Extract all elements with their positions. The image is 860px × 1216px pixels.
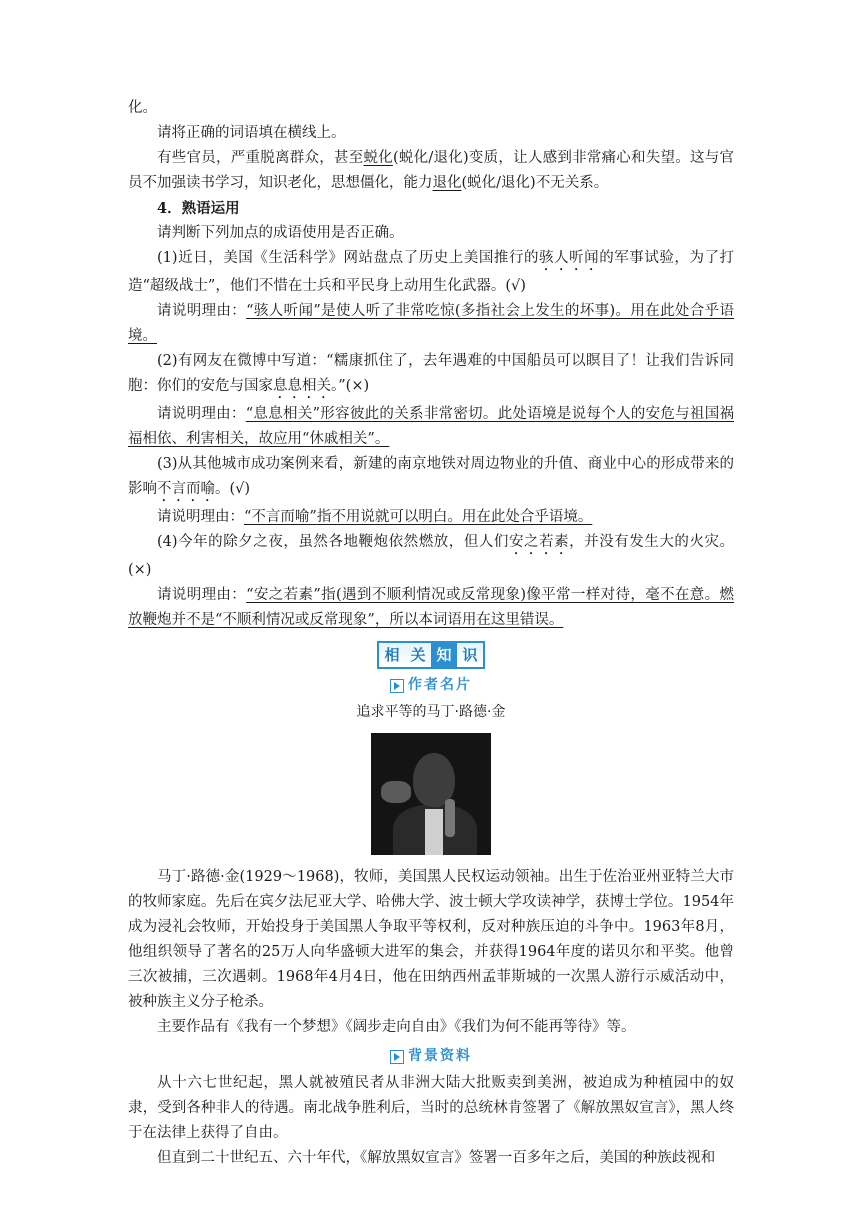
answer-text: “息息相关”形容彼此的关系非常密切。此处语境是说每个人的安危与祖国祸福相依、利害相关，故应用“休戚相关”。: [128, 406, 734, 447]
background-heading: 背景资料: [128, 1044, 734, 1069]
section-instruction: 请判断下列加点的成语使用是否正确。: [157, 225, 404, 241]
example-paragraph: 有些官员，严重脱离群众，甚至蜕化(蜕化/退化)变质，让人感到非常痛心和失望。这与官员不加强读书学习，知识老化，思想僵化，能力退化(蜕化/退化)不无关系。: [128, 150, 735, 191]
dotted-idiom: 不言而喻: [157, 481, 215, 497]
banner-char: 关: [410, 646, 426, 664]
banner-char: 知: [431, 643, 457, 667]
paragraph-hua: 化。: [128, 100, 157, 116]
banner-char: 相: [384, 646, 400, 664]
fill-blank-answer-2: 退化: [432, 175, 462, 191]
section-title-idioms: 4．熟语运用: [157, 200, 240, 217]
background-paragraph-2: 但直到二十世纪五、六十年代，《解放黑奴宣言》签署一百多年之后，美国的种族歧视和: [157, 1150, 716, 1166]
instruction: 请将正确的词语填在横线上。: [157, 125, 346, 141]
answer-text: “安之若素”指(遇到不顺利情况或反常现象)像平常一样对待，毫不在意。燃放鞭炮并不是“不顺利情况或反常现象”，所以本词语用在这里错误。: [128, 587, 734, 628]
answer-1: 请说明理由：“骇人听闻”是使人听了非常吃惊(多指社会上发生的坏事)。用在此处合乎语境。: [128, 303, 734, 344]
question-3: (3)从其他城市成功案例来看，新建的南京地铁对周边物业的升值、商业中心的形成带来的影响不言而喻。(√): [128, 456, 734, 497]
author-bio: 马丁·路德·金(1929～1968)，牧师，美国黑人民权运动领袖。出生于佐治亚州亚特兰大市的牧师家庭。先后在宾夕法尼亚大学、哈佛大学、波士顿大学攻读神学，获博士学位。1954年成为浸礼会牧师，开始投身于美国黑人争取平等权利，反对种族压迫的斗争中。1963年8月，他组织领导了著名的25万人向华盛顿大进军的集会，并获得1964年度的诺贝尔和平奖。他曾三次被捕，三次遇刺。1968年4月4日，他在田纳西州孟菲斯城的一次黑人游行示威活动中，被种族主义分子枪杀。: [128, 869, 734, 1010]
document-page: [128, 96, 734, 1171]
answer-2: 请说明理由：“息息相关”形容彼此的关系非常密切。此处语境是说每个人的安危与祖国祸福相依、利害相关，故应用“休戚相关”。: [128, 406, 734, 447]
question-2: (2)有网友在微博中写道：“糯康抓住了，去年遇难的中国船员可以瞑目了！让我们告诉同胞：你们的安危与国家息息相关。”(×): [128, 353, 734, 394]
dotted-idiom: 安之若素: [508, 534, 570, 550]
play-icon: [390, 679, 404, 693]
dotted-idiom: 息息相关: [273, 378, 331, 394]
question-4: (4)今年的除夕之夜，虽然各地鞭炮依然燃放，但人们安之若素，并没有发生大的火灾。(×): [128, 534, 735, 578]
answer-4: 请说明理由：“安之若素”指(遇到不顺利情况或反常现象)像平常一样对待，毫不在意。燃放鞭炮并不是“不顺利情况或反常现象”，所以本词语用在这里错误。: [128, 587, 734, 628]
play-icon: [390, 1050, 404, 1064]
author-works: 主要作品有《我有一个梦想》《阔步走向自由》《我们为何不能再等待》等。: [157, 1019, 636, 1035]
background-paragraph-1: 从十六七世纪起，黑人就被殖民者从非洲大陆大批贩卖到美洲，被迫成为种植园中的奴隶，受到各种非人的待遇。南北战争胜利后，当时的总统林肯签署了《解放黑奴宣言》，黑人终于在法律上获得了自由。: [128, 1075, 734, 1141]
related-knowledge-banner: [128, 641, 734, 669]
answer-text: “不言而喻”指不用说就可以明白。用在此处合乎语境。: [244, 509, 593, 525]
answer-3: 请说明理由：“不言而喻”指不用说就可以明白。用在此处合乎语境。: [157, 509, 593, 525]
answer-text: “骇人听闻”是使人听了非常吃惊(多指社会上发生的坏事)。用在此处合乎语境。: [128, 303, 734, 344]
fill-blank-answer-1: 蜕化: [363, 150, 393, 166]
author-title: 追求平等的马丁·路德·金: [356, 704, 506, 720]
question-1: (1)近日，美国《生活科学》网站盘点了历史上美国推行的骇人听闻的军事试验，为了打造“超级战士”，他们不惜在士兵和平民身上动用生化武器。(√): [128, 250, 735, 294]
dotted-idiom: 骇人听闻: [539, 250, 600, 266]
author-photo: [371, 733, 491, 855]
author-card-heading: 作者名片: [128, 673, 734, 698]
banner-char: 识: [462, 646, 478, 664]
